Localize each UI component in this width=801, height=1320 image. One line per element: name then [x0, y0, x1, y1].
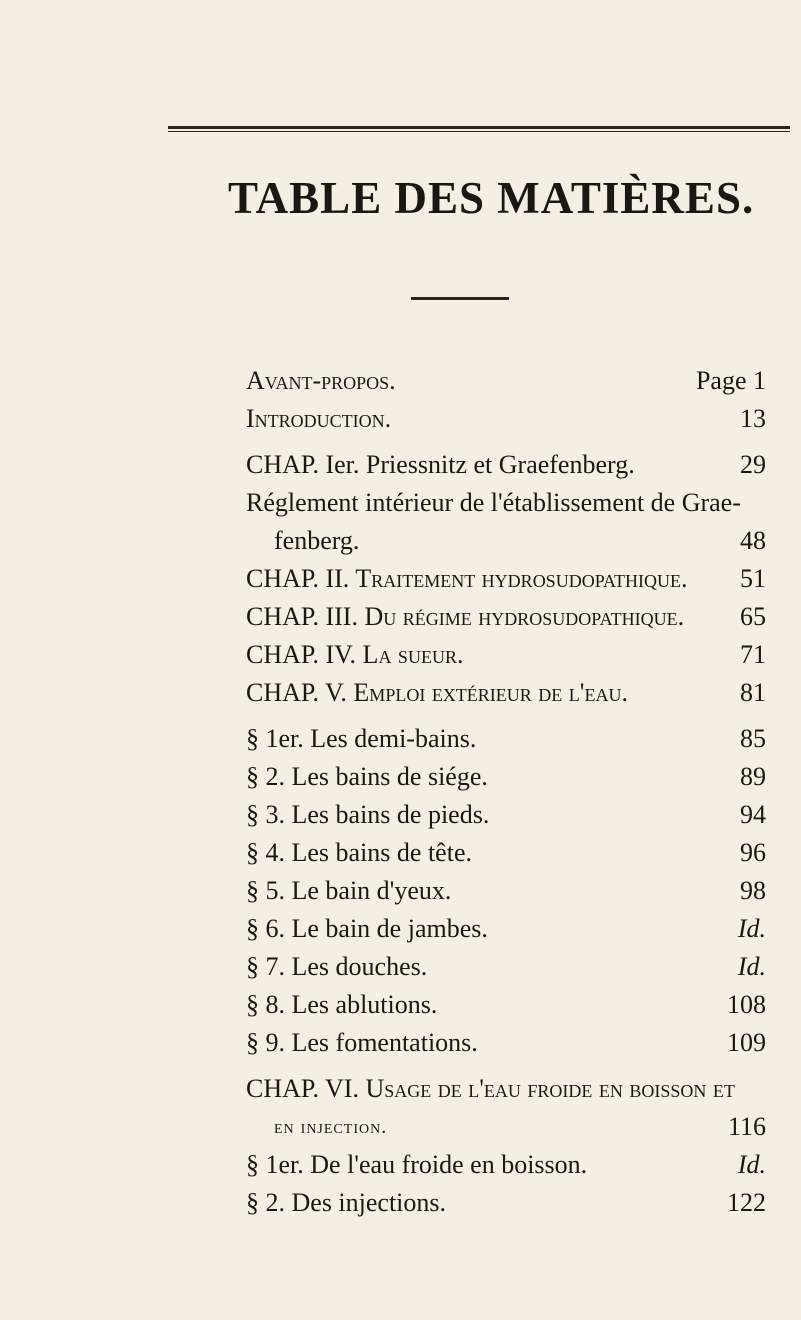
page-title: TABLE DES MATIÈRES. — [228, 173, 755, 223]
toc-entry: CHAP. Ier. Priessnitz et Graefenberg. 29 — [246, 450, 766, 479]
toc-entry: § 1er. De l'eau froide en boisson. Id. — [246, 1150, 766, 1179]
toc-entry: § 7. Les douches. Id. — [246, 952, 766, 981]
toc-entry: § 1er. Les demi-bains. 85 — [246, 724, 766, 753]
toc-entry: § 9. Les fomentations. 109 — [246, 1028, 766, 1057]
toc-entry: § 4. Les bains de tête. 96 — [246, 838, 766, 867]
toc-entry: fenberg. 48 — [274, 526, 766, 555]
toc-entry: Avant-propos. Page 1 — [246, 366, 766, 395]
toc-entry: § 8. Les ablutions. 108 — [246, 990, 766, 1019]
toc-entry: § 2. Les bains de siége. 89 — [246, 762, 766, 791]
toc-entry: Réglement intérieur de l'établissement de Grae- — [246, 488, 741, 517]
header-rule — [168, 126, 790, 129]
toc-entry: CHAP. II. Traitement hydrosudopathique. 51 — [246, 564, 766, 593]
toc-entry: CHAP. III. Du régime hydrosudopathique. 65 — [246, 602, 766, 631]
toc-entry: § 5. Le bain d'yeux. 98 — [246, 876, 766, 905]
title-ornament-rule — [411, 297, 509, 300]
header-rule-thin — [168, 131, 790, 132]
toc-entry: Introduction. 13 — [246, 404, 766, 433]
toc-entry: § 2. Des injections. 122 — [246, 1188, 766, 1217]
table-of-contents — [246, 362, 766, 1222]
toc-entry: § 3. Les bains de pieds. 94 — [246, 800, 766, 829]
toc-entry: CHAP. IV. La sueur. 71 — [246, 640, 766, 669]
toc-entry: CHAP. V. Emploi extérieur de l'eau. 81 — [246, 678, 766, 707]
toc-entry: § 6. Le bain de jambes. Id. — [246, 914, 766, 943]
toc-entry: CHAP. VI. Usage de l'eau froide en boisson et — [246, 1074, 735, 1103]
toc-entry: en injection. 116 — [274, 1112, 766, 1141]
